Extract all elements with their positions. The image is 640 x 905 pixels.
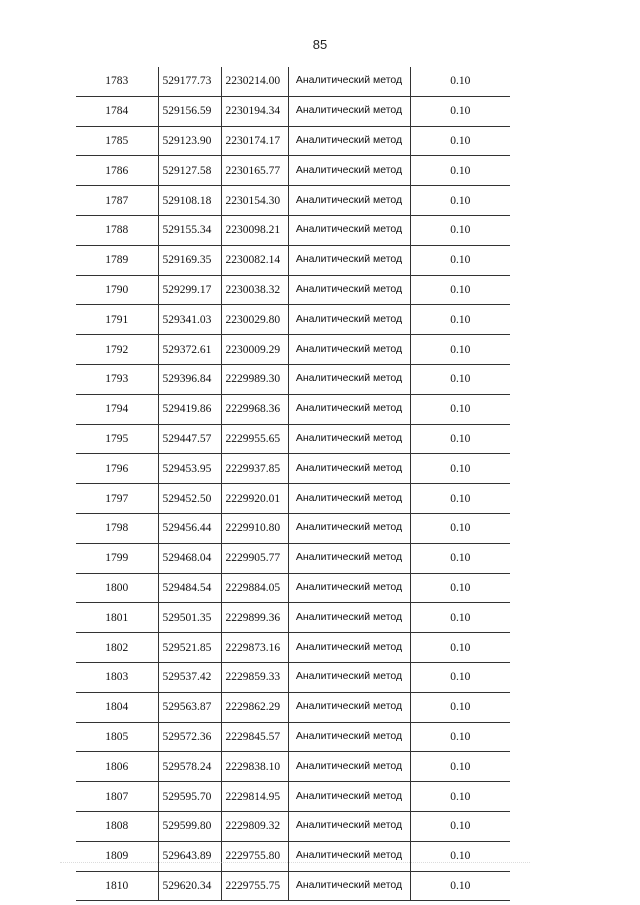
table-row [76, 573, 510, 603]
method-cell: Аналитический метод [288, 573, 410, 603]
method-cell: Аналитический метод [288, 692, 410, 722]
x-coordinate-cell: 529177.73 [158, 67, 221, 96]
x-coordinate-cell: 529484.54 [158, 573, 221, 603]
method-cell: Аналитический метод [288, 722, 410, 752]
accuracy-cell: 0.10 [410, 633, 510, 663]
accuracy-cell: 0.10 [410, 245, 510, 275]
x-coordinate-cell: 529299.17 [158, 275, 221, 305]
x-coordinate-cell: 529341.03 [158, 305, 221, 335]
point-number-cell: 1800 [76, 573, 158, 603]
table-row [76, 67, 510, 96]
table-row [76, 96, 510, 126]
point-number-cell: 1808 [76, 811, 158, 841]
scan-artifact-line [60, 862, 530, 867]
y-coordinate-cell: 2229920.01 [221, 484, 288, 514]
method-cell: Аналитический метод [288, 841, 410, 871]
point-number-cell: 1790 [76, 275, 158, 305]
y-coordinate-cell: 2229955.65 [221, 424, 288, 454]
y-coordinate-cell: 2229862.29 [221, 692, 288, 722]
table-row [76, 364, 510, 394]
x-coordinate-cell: 529419.86 [158, 394, 221, 424]
x-coordinate-cell: 529127.58 [158, 156, 221, 186]
coordinates-table-body [76, 67, 510, 901]
method-cell: Аналитический метод [288, 811, 410, 841]
point-number-cell: 1806 [76, 752, 158, 782]
method-cell: Аналитический метод [288, 871, 410, 901]
point-number-cell: 1793 [76, 364, 158, 394]
y-coordinate-cell: 2230174.17 [221, 126, 288, 156]
point-number-cell: 1801 [76, 603, 158, 633]
y-coordinate-cell: 2229755.75 [221, 871, 288, 901]
x-coordinate-cell: 529452.50 [158, 484, 221, 514]
accuracy-cell: 0.10 [410, 871, 510, 901]
table-row [76, 126, 510, 156]
accuracy-cell: 0.10 [410, 364, 510, 394]
x-coordinate-cell: 529396.84 [158, 364, 221, 394]
table-row [76, 811, 510, 841]
method-cell: Аналитический метод [288, 543, 410, 573]
accuracy-cell: 0.10 [410, 513, 510, 543]
y-coordinate-cell: 2229845.57 [221, 722, 288, 752]
y-coordinate-cell: 2229899.36 [221, 603, 288, 633]
y-coordinate-cell: 2230165.77 [221, 156, 288, 186]
y-coordinate-cell: 2230029.80 [221, 305, 288, 335]
method-cell: Аналитический метод [288, 662, 410, 692]
table-row [76, 513, 510, 543]
accuracy-cell: 0.10 [410, 603, 510, 633]
x-coordinate-cell: 529468.04 [158, 543, 221, 573]
y-coordinate-cell: 2229755.80 [221, 841, 288, 871]
table-row [76, 335, 510, 365]
table-row [76, 245, 510, 275]
point-number-cell: 1796 [76, 454, 158, 484]
accuracy-cell: 0.10 [410, 67, 510, 96]
point-number-cell: 1795 [76, 424, 158, 454]
x-coordinate-cell: 529595.70 [158, 782, 221, 812]
accuracy-cell: 0.10 [410, 394, 510, 424]
page-number: 85 [312, 37, 328, 52]
point-number-cell: 1788 [76, 215, 158, 245]
table-row [76, 156, 510, 186]
method-cell: Аналитический метод [288, 364, 410, 394]
point-number-cell: 1809 [76, 841, 158, 871]
point-number-cell: 1799 [76, 543, 158, 573]
point-number-cell: 1789 [76, 245, 158, 275]
y-coordinate-cell: 2230038.32 [221, 275, 288, 305]
x-coordinate-cell: 529620.34 [158, 871, 221, 901]
point-number-cell: 1791 [76, 305, 158, 335]
point-number-cell: 1798 [76, 513, 158, 543]
x-coordinate-cell: 529643.89 [158, 841, 221, 871]
y-coordinate-cell: 2229884.05 [221, 573, 288, 603]
method-cell: Аналитический метод [288, 603, 410, 633]
table-row [76, 215, 510, 245]
table-row [76, 186, 510, 216]
y-coordinate-cell: 2229989.30 [221, 364, 288, 394]
method-cell: Аналитический метод [288, 186, 410, 216]
table-row [76, 305, 510, 335]
method-cell: Аналитический метод [288, 245, 410, 275]
x-coordinate-cell: 529521.85 [158, 633, 221, 663]
point-number-cell: 1805 [76, 722, 158, 752]
y-coordinate-cell: 2229873.16 [221, 633, 288, 663]
method-cell: Аналитический метод [288, 752, 410, 782]
accuracy-cell: 0.10 [410, 424, 510, 454]
y-coordinate-cell: 2230082.14 [221, 245, 288, 275]
y-coordinate-cell: 2229859.33 [221, 662, 288, 692]
accuracy-cell: 0.10 [410, 126, 510, 156]
method-cell: Аналитический метод [288, 156, 410, 186]
accuracy-cell: 0.10 [410, 305, 510, 335]
table-row [76, 782, 510, 812]
point-number-cell: 1803 [76, 662, 158, 692]
x-coordinate-cell: 529108.18 [158, 186, 221, 216]
x-coordinate-cell: 529156.59 [158, 96, 221, 126]
table-row [76, 603, 510, 633]
y-coordinate-cell: 2229910.80 [221, 513, 288, 543]
x-coordinate-cell: 529372.61 [158, 335, 221, 365]
point-number-cell: 1794 [76, 394, 158, 424]
accuracy-cell: 0.10 [410, 215, 510, 245]
method-cell: Аналитический метод [288, 454, 410, 484]
point-number-cell: 1807 [76, 782, 158, 812]
x-coordinate-cell: 529537.42 [158, 662, 221, 692]
accuracy-cell: 0.10 [410, 484, 510, 514]
x-coordinate-cell: 529572.36 [158, 722, 221, 752]
method-cell: Аналитический метод [288, 67, 410, 96]
accuracy-cell: 0.10 [410, 811, 510, 841]
table-row [76, 543, 510, 573]
x-coordinate-cell: 529447.57 [158, 424, 221, 454]
accuracy-cell: 0.10 [410, 335, 510, 365]
method-cell: Аналитический метод [288, 633, 410, 663]
point-number-cell: 1792 [76, 335, 158, 365]
method-cell: Аналитический метод [288, 96, 410, 126]
accuracy-cell: 0.10 [410, 692, 510, 722]
point-number-cell: 1797 [76, 484, 158, 514]
point-number-cell: 1787 [76, 186, 158, 216]
point-number-cell: 1802 [76, 633, 158, 663]
table-row [76, 424, 510, 454]
method-cell: Аналитический метод [288, 484, 410, 514]
method-cell: Аналитический метод [288, 335, 410, 365]
x-coordinate-cell: 529123.90 [158, 126, 221, 156]
table-row [76, 275, 510, 305]
table-row [76, 633, 510, 663]
point-number-cell: 1783 [76, 67, 158, 96]
table-row [76, 454, 510, 484]
table-row [76, 692, 510, 722]
point-number-cell: 1804 [76, 692, 158, 722]
table-row [76, 722, 510, 752]
accuracy-cell: 0.10 [410, 573, 510, 603]
y-coordinate-cell: 2229905.77 [221, 543, 288, 573]
coordinates-table [76, 67, 510, 901]
method-cell: Аналитический метод [288, 215, 410, 245]
accuracy-cell: 0.10 [410, 543, 510, 573]
table-row [76, 484, 510, 514]
point-number-cell: 1810 [76, 871, 158, 901]
point-number-cell: 1784 [76, 96, 158, 126]
accuracy-cell: 0.10 [410, 662, 510, 692]
y-coordinate-cell: 2230098.21 [221, 215, 288, 245]
method-cell: Аналитический метод [288, 782, 410, 812]
x-coordinate-cell: 529155.34 [158, 215, 221, 245]
accuracy-cell: 0.10 [410, 96, 510, 126]
y-coordinate-cell: 2230214.00 [221, 67, 288, 96]
y-coordinate-cell: 2230194.34 [221, 96, 288, 126]
accuracy-cell: 0.10 [410, 156, 510, 186]
method-cell: Аналитический метод [288, 424, 410, 454]
table-row [76, 752, 510, 782]
accuracy-cell: 0.10 [410, 782, 510, 812]
accuracy-cell: 0.10 [410, 186, 510, 216]
y-coordinate-cell: 2229814.95 [221, 782, 288, 812]
point-number-cell: 1786 [76, 156, 158, 186]
table-row [76, 871, 510, 901]
x-coordinate-cell: 529501.35 [158, 603, 221, 633]
x-coordinate-cell: 529563.87 [158, 692, 221, 722]
y-coordinate-cell: 2229937.85 [221, 454, 288, 484]
x-coordinate-cell: 529599.80 [158, 811, 221, 841]
y-coordinate-cell: 2230154.30 [221, 186, 288, 216]
accuracy-cell: 0.10 [410, 841, 510, 871]
accuracy-cell: 0.10 [410, 752, 510, 782]
table-row [76, 662, 510, 692]
x-coordinate-cell: 529456.44 [158, 513, 221, 543]
y-coordinate-cell: 2229809.32 [221, 811, 288, 841]
method-cell: Аналитический метод [288, 275, 410, 305]
x-coordinate-cell: 529169.35 [158, 245, 221, 275]
y-coordinate-cell: 2229838.10 [221, 752, 288, 782]
method-cell: Аналитический метод [288, 305, 410, 335]
accuracy-cell: 0.10 [410, 454, 510, 484]
accuracy-cell: 0.10 [410, 722, 510, 752]
method-cell: Аналитический метод [288, 126, 410, 156]
y-coordinate-cell: 2230009.29 [221, 335, 288, 365]
point-number-cell: 1785 [76, 126, 158, 156]
y-coordinate-cell: 2229968.36 [221, 394, 288, 424]
x-coordinate-cell: 529578.24 [158, 752, 221, 782]
method-cell: Аналитический метод [288, 513, 410, 543]
accuracy-cell: 0.10 [410, 275, 510, 305]
table-row [76, 394, 510, 424]
method-cell: Аналитический метод [288, 394, 410, 424]
x-coordinate-cell: 529453.95 [158, 454, 221, 484]
